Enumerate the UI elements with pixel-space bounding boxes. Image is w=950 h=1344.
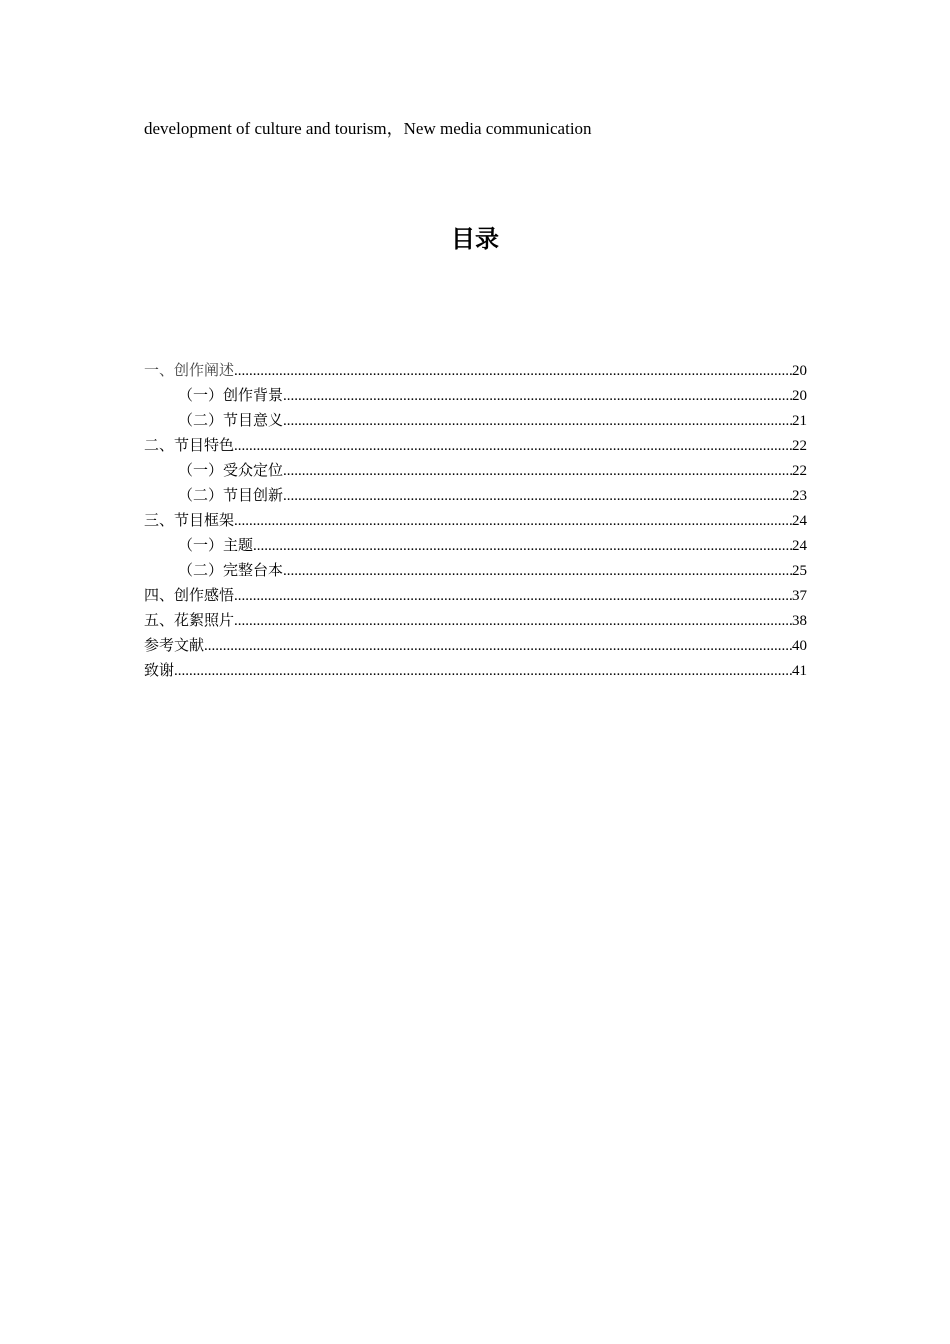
toc-leader-dots <box>283 384 792 409</box>
toc-entry-label: 三、节目框架 <box>144 511 235 529</box>
toc-entry[interactable] <box>144 508 807 533</box>
toc-entry[interactable] <box>144 533 807 558</box>
toc-page-number: 20 <box>792 363 807 379</box>
toc-entry[interactable] <box>144 483 807 508</box>
toc-page-number: 24 <box>792 513 807 529</box>
toc-leader-dots <box>283 409 792 434</box>
toc-entry-label: （一）创作背景 <box>178 386 284 404</box>
toc-leader-dots <box>283 484 792 509</box>
toc-page-number: 24 <box>792 538 807 554</box>
toc-page-number: 23 <box>792 488 807 504</box>
toc-page-number: 38 <box>792 613 807 629</box>
toc-leader-dots <box>253 534 792 559</box>
toc-entry[interactable] <box>144 358 807 383</box>
toc-entry-label: 二、节目特色 <box>144 436 235 454</box>
toc-page-number: 22 <box>792 438 807 454</box>
toc-entry[interactable] <box>144 558 807 583</box>
toc-entry[interactable] <box>144 633 807 658</box>
toc-page-number: 20 <box>792 388 807 404</box>
toc-title: 目录 <box>451 225 499 253</box>
toc-leader-dots <box>204 634 792 659</box>
keywords-line: development of culture and tourism，New media communication <box>144 119 592 138</box>
toc-entry[interactable] <box>144 433 807 458</box>
toc-entry[interactable] <box>144 458 807 483</box>
toc-page-number: 37 <box>792 588 807 604</box>
toc-page-number: 41 <box>792 663 807 679</box>
toc-entry-label: 五、花絮照片 <box>144 611 235 629</box>
toc-entry[interactable] <box>144 408 807 433</box>
toc-leader-dots <box>234 434 792 459</box>
table-of-contents <box>144 358 807 683</box>
toc-entry-label: 一、创作阐述 <box>144 361 235 379</box>
toc-page-number: 21 <box>792 413 807 429</box>
toc-entry-label: （二）节目创新 <box>178 486 284 504</box>
toc-entry-label: （一）受众定位 <box>178 461 284 479</box>
toc-entry-label: （二）完整台本 <box>178 561 284 579</box>
toc-entry[interactable] <box>144 608 807 633</box>
toc-leader-dots <box>234 584 792 609</box>
toc-entry-label: 四、创作感悟 <box>144 586 235 604</box>
toc-entry-label: （一）主题 <box>178 536 254 554</box>
toc-entry-label: （二）节目意义 <box>178 411 284 429</box>
toc-entry-label: 参考文献 <box>144 636 205 654</box>
toc-leader-dots <box>283 559 792 584</box>
toc-leader-dots <box>174 659 792 684</box>
toc-leader-dots <box>234 359 792 384</box>
toc-leader-dots <box>234 509 792 534</box>
toc-entry[interactable] <box>144 583 807 608</box>
toc-page-number: 25 <box>792 563 807 579</box>
toc-page-number: 40 <box>792 638 807 654</box>
toc-entry[interactable] <box>144 658 807 683</box>
toc-entry[interactable] <box>144 383 807 408</box>
toc-leader-dots <box>234 609 792 634</box>
toc-page-number: 22 <box>792 463 807 479</box>
toc-leader-dots <box>283 459 792 484</box>
toc-entry-label: 致谢 <box>144 661 175 679</box>
